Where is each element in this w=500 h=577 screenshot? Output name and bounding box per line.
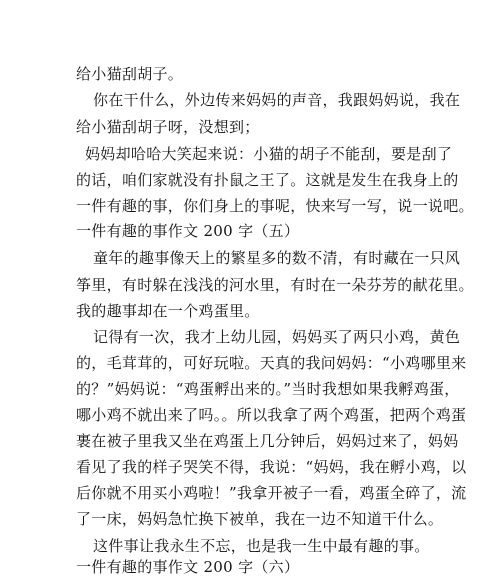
text-line: 了一床，妈妈急忙换下被单，我在一边不知道干什么。 xyxy=(76,510,444,528)
section-heading: 一件有趣的事作文 200 字（五） xyxy=(76,222,300,240)
text-line: 哪小鸡不就出来了吗。。所以我拿了两个鸡蛋，把两个鸡蛋 xyxy=(76,406,467,424)
text-line: 的话，咱们家就没有扑鼠之王了。这就是发生在我身上的 xyxy=(76,171,459,189)
text-line: 这件事让我永生不忘，也是我一生中最有趣的事。 xyxy=(93,537,430,555)
text-line: 记得有一次，我才上幼儿园，妈妈买了两只小鸡，黄色 xyxy=(93,328,461,346)
section-heading: 一件有趣的事作文 200 字（六） xyxy=(76,558,300,576)
text-line: 给小猫刮胡子。 xyxy=(76,65,184,83)
text-line: 你在干什么，外边传来妈妈的声音，我跟妈妈说，我在 xyxy=(93,91,461,109)
text-line: 裹在被子里我又坐在鸡蛋上几分钟后，妈妈过来了，妈妈 xyxy=(76,432,459,450)
text-line: 筝里，有时躲在浅浅的河水里，有时在一朵芬芳的献花里。 xyxy=(76,276,474,294)
text-line: 妈妈却哈哈大笑起来说：小猫的胡子不能刮，要是刮了 xyxy=(85,145,453,163)
text-line: 的，毛茸茸的，可好玩啦。天真的我问妈妈：“小鸡哪里来 xyxy=(76,354,467,372)
text-line: 看见了我的样子哭笑不得，我说：“妈妈，我在孵小鸡，以 xyxy=(76,458,467,476)
text-line: 童年的趣事像天上的繁星多的数不清，有时藏在一只风 xyxy=(93,249,461,267)
text-line: 的？”妈妈说：“鸡蛋孵出来的。”当时我想如果我孵鸡蛋， xyxy=(76,380,460,398)
text-line: 给小猫刮胡子呀，没想到； xyxy=(76,118,260,136)
text-line: 一件有趣的事，你们身上的事呢，快来写一写，说一说吧。 xyxy=(76,197,474,215)
text-line: 我的趣事却在一个鸡蛋里。 xyxy=(76,302,260,320)
text-line: 后你就不用买小鸡啦！”我拿开被子一看，鸡蛋全碎了，流 xyxy=(76,484,467,502)
